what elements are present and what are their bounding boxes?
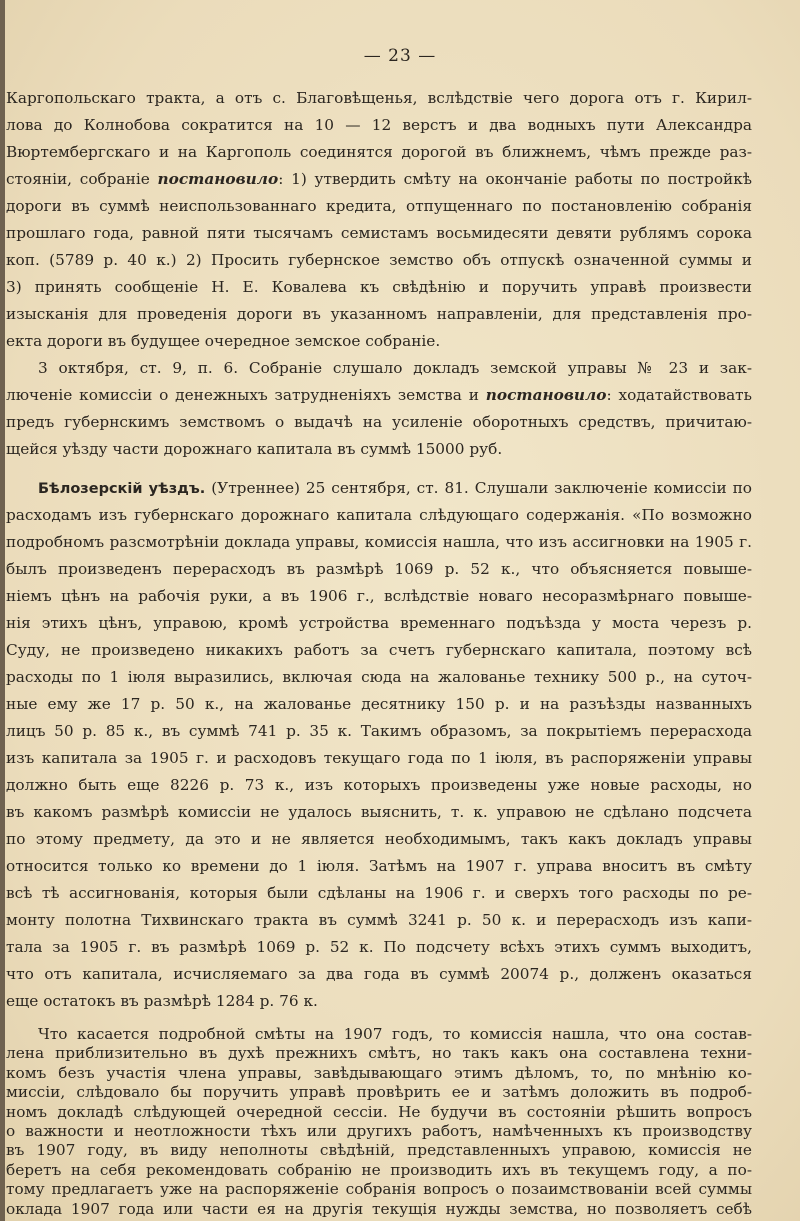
text-line: нія этихъ цѣнъ, управою, кромѣ устройства временнаго подъѣзда у моста черезъ р.: [6, 614, 752, 632]
text-line: [6, 385, 752, 405]
text-line: лена приблизительно въ духѣ прежнихъ смѣтъ, но такъ какъ она составлена техни-: [6, 1044, 752, 1063]
section-heading: Бѣлозерскій уѣздъ.: [38, 481, 206, 497]
text-line: тому предлагаетъ уже на распоряженіе собранія вопросъ о позаимствованіи всей суммы: [6, 1180, 752, 1199]
text-span: : 1) утвердить смѣту на окончаніе работы по постройкѣ: [278, 170, 752, 188]
text-line: расходы по 1 іюля выразились, включая сюда на жалованье технику 500 р., на суточ-: [6, 668, 752, 686]
text-line: должно быть еще 8226 р. 73 к., изъ которыхъ произведены уже новые расходы, но: [6, 776, 752, 794]
text-line: ніемъ цѣнъ на рабочія руки, а въ 1906 г., вслѣдствіе новаго несоразмѣрнаго повыше-: [6, 587, 752, 605]
text-line: Что касается подробной смѣты на 1907 годъ, то комиссія нашла, что она состав-: [38, 1025, 752, 1043]
text-line: въ 1907 году, въ виду неполноты свѣдѣній, представленныхъ управою, комиссія не: [6, 1141, 752, 1160]
text-line: Вюртембергскаго и на Каргополь соединятся дорогой въ ближнемъ, чѣмъ прежде раз-: [6, 143, 752, 161]
text-line: лицъ 50 р. 85 к., въ суммѣ 741 р. 35 к. Такимъ образомъ, за покрытіемъ перерасхода: [6, 722, 752, 740]
text-line: дороги въ суммѣ неиспользованнаго кредита, отпущеннаго по постановленію собранія: [6, 197, 752, 215]
text-line: ные ему же 17 р. 50 к., на жалованье десятнику 150 р. и на разъѣзды названныхъ: [6, 695, 752, 713]
text-line: Каргопольскаго тракта, а отъ с. Благовѣщенья, вслѣдствіе чего дорога отъ г. Кирил-: [6, 89, 752, 107]
text-line: лова до Колнобова сократится на 10 — 12 верстъ и два водныхъ пути Александра: [6, 116, 752, 134]
emphasis-text: постановило: [157, 170, 279, 188]
text-line: коп. (5789 р. 40 к.) 2) Просить губернское земство объ отпускѣ означенной суммы и: [6, 251, 752, 269]
text-line: екта дороги въ будущее очередное земское собраніе.: [6, 332, 441, 350]
text-line: всѣ тѣ ассигнованія, которыя были сдѣланы на 1906 г. и сверхъ того расходы по ре-: [6, 884, 752, 902]
text-line: прошлаго года, равной пяти тысячамъ семистамъ восьмидесяти девяти рублямъ сорока: [6, 224, 752, 242]
text-line: предъ губернскимъ земствомъ о выдачѣ на усиленіе оборотныхъ средствъ, причитаю-: [6, 413, 752, 431]
text-line: относится только ко времени до 1 іюля. Затѣмъ на 1907 г. управа вноситъ въ смѣту: [6, 857, 752, 875]
text-line: номъ докладѣ слѣдующей очередной сессіи. Не будучи въ состояніи рѣшить вопросъ: [6, 1102, 752, 1121]
text-line: 3 октября, ст. 9, п. 6. Собраніе слушало докладъ земской управы № 23 и зак-: [38, 359, 752, 377]
binding-edge: [0, 0, 5, 1221]
text-line: что отъ капитала, исчисляемаго за два года въ суммѣ 20074 р., долженъ оказаться: [6, 965, 752, 983]
text-span: стояніи, собраніе: [6, 170, 150, 188]
text-line: оклада 1907 года или части ея на другія текущія нужды земства, но позволяетъ себѣ: [6, 1199, 752, 1218]
page-number: — 23 —: [363, 46, 437, 66]
text-line: [38, 478, 752, 499]
text-line: 3) принять сообщеніе Н. Е. Ковалева къ свѣдѣнію и поручить управѣ произвести: [6, 278, 752, 296]
text-line: Суду, не произведено никакихъ работъ за счетъ губернскаго капитала, поэтому всѣ: [6, 641, 752, 659]
emphasis-text: постановило: [485, 386, 607, 404]
text-line: расходамъ изъ губернскаго дорожнаго капитала слѣдующаго содержанія. «По возможно: [6, 506, 752, 524]
text-span: люченіе комиссіи о денежныхъ затрудненіяхъ земства и: [6, 386, 479, 404]
text-line: изысканія для проведенія дороги въ указанномъ направленіи, для представленія про-: [6, 305, 752, 323]
text-line: монту полотна Тихвинскаго тракта въ суммѣ 3241 р. 50 к. и перерасходъ изъ капи-: [6, 911, 752, 929]
text-line: въ какомъ размѣрѣ комиссіи не удалось выяснить, т. к. управою не сдѣлано подсчета: [6, 803, 752, 821]
text-span: (Утреннее) 25 сентября, ст. 81. Слушали заключеніе комиссіи по: [205, 479, 752, 497]
text-line: беретъ на себя рекомендовать собранію не производить ихъ въ текущемъ году, а по-: [6, 1160, 752, 1179]
text-line: былъ произведенъ перерасходъ въ размѣрѣ 1069 р. 52 к., что объясняется повыше-: [6, 560, 752, 578]
text-line: еще остатокъ въ размѣрѣ 1284 р. 76 к.: [6, 992, 318, 1010]
text-line: комъ безъ участія члена управы, завѣдывающаго этимъ дѣломъ, то, по мнѣнію ко-: [6, 1063, 752, 1082]
text-line: щейся уѣзду части дорожнаго капитала въ суммѣ 15000 руб.: [6, 440, 503, 458]
text-line: подробномъ разсмотрѣніи доклада управы, комиссія нашла, что изъ ассигновки на 1905 г.: [6, 533, 752, 551]
text-line: миссіи, слѣдовало бы поручить управѣ провѣрить ее и затѣмъ доложить въ подроб-: [6, 1083, 752, 1102]
text-line: по этому предмету, да это и не является необходимымъ, такъ какъ докладъ управы: [6, 830, 752, 848]
text-line: изъ капитала за 1905 г. и расходовъ текущаго года по 1 іюля, въ распоряженіи управы: [6, 749, 752, 767]
text-line: [6, 169, 752, 189]
text-line: тала за 1905 г. въ размѣрѣ 1069 р. 52 к. По подсчету всѣхъ этихъ суммъ выходитъ,: [6, 938, 752, 956]
text-line: о важности и неотложности тѣхъ или другихъ работъ, намѣченныхъ къ производству: [6, 1122, 752, 1140]
text-span: : ходатайствовать: [606, 386, 752, 404]
